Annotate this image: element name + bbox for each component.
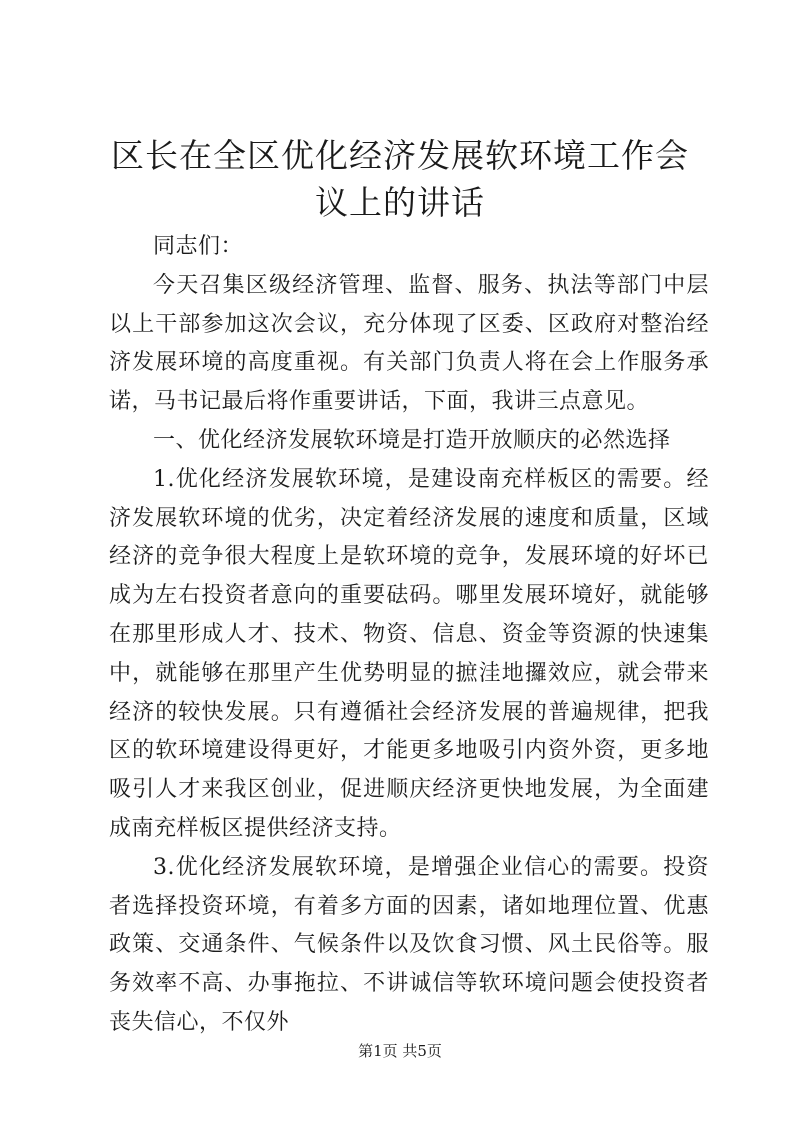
document-body: [109, 228, 709, 1043]
paragraph-point-1: 1.优化经济发展软环境，是建设南充样板区的需要。经济发展软环境的优劣，决定着经济发展的速度和质量，区域经济的竞争很大程度上是软环境的竞争，发展环境的好坏已成为左右投资者意向的重要砝码。哪里发展环境好，就能够在那里形成人才、技术、物资、信息、资金等资源的快速集中，就能够在那里产生优势明显的摭洼地攞效应，就会带来经济的较快发展。只有遵循社会经济发展的普遍规律，把我区的软环境建设得更好，才能更多地吸引内资外资，更多地吸引人才来我区创业，促进顺庆经济更快地发展，为全面建成南充样板区提供经济支持。: [109, 466, 709, 841]
page-number: 第1页 共5页: [358, 1042, 442, 1060]
section-heading-1: 一、优化经济发展软环境是打造开放顺庆的必然选择: [153, 427, 671, 453]
paragraph-intro: 今天召集区级经济管理、监督、服务、执法等部门中层以上干部参加这次会议，充分体现了区委、区政府对整治经济发展环境的高度重视。有关部门负责人将在会上作服务承诺，马书记最后将作重要讲话，下面，我讲三点意见。: [109, 272, 709, 415]
document-title: 区长在全区优化经济发展软环境工作会议上的讲话: [111, 136, 689, 222]
salutation: 同志们：: [153, 234, 244, 259]
page-footer: [0, 1041, 800, 1061]
paragraph-point-3: 3.优化经济发展软环境，是增强企业信心的需要。投资者选择投资环境，有着多方面的因素，诸如地理位置、优惠政策、交通条件、气候条件以及饮食习惯、风土民俗等。服务效率不高、办事拖拉、不讲诚信等软环境问题会使投资者丧失信心，不仅外: [109, 854, 709, 1035]
